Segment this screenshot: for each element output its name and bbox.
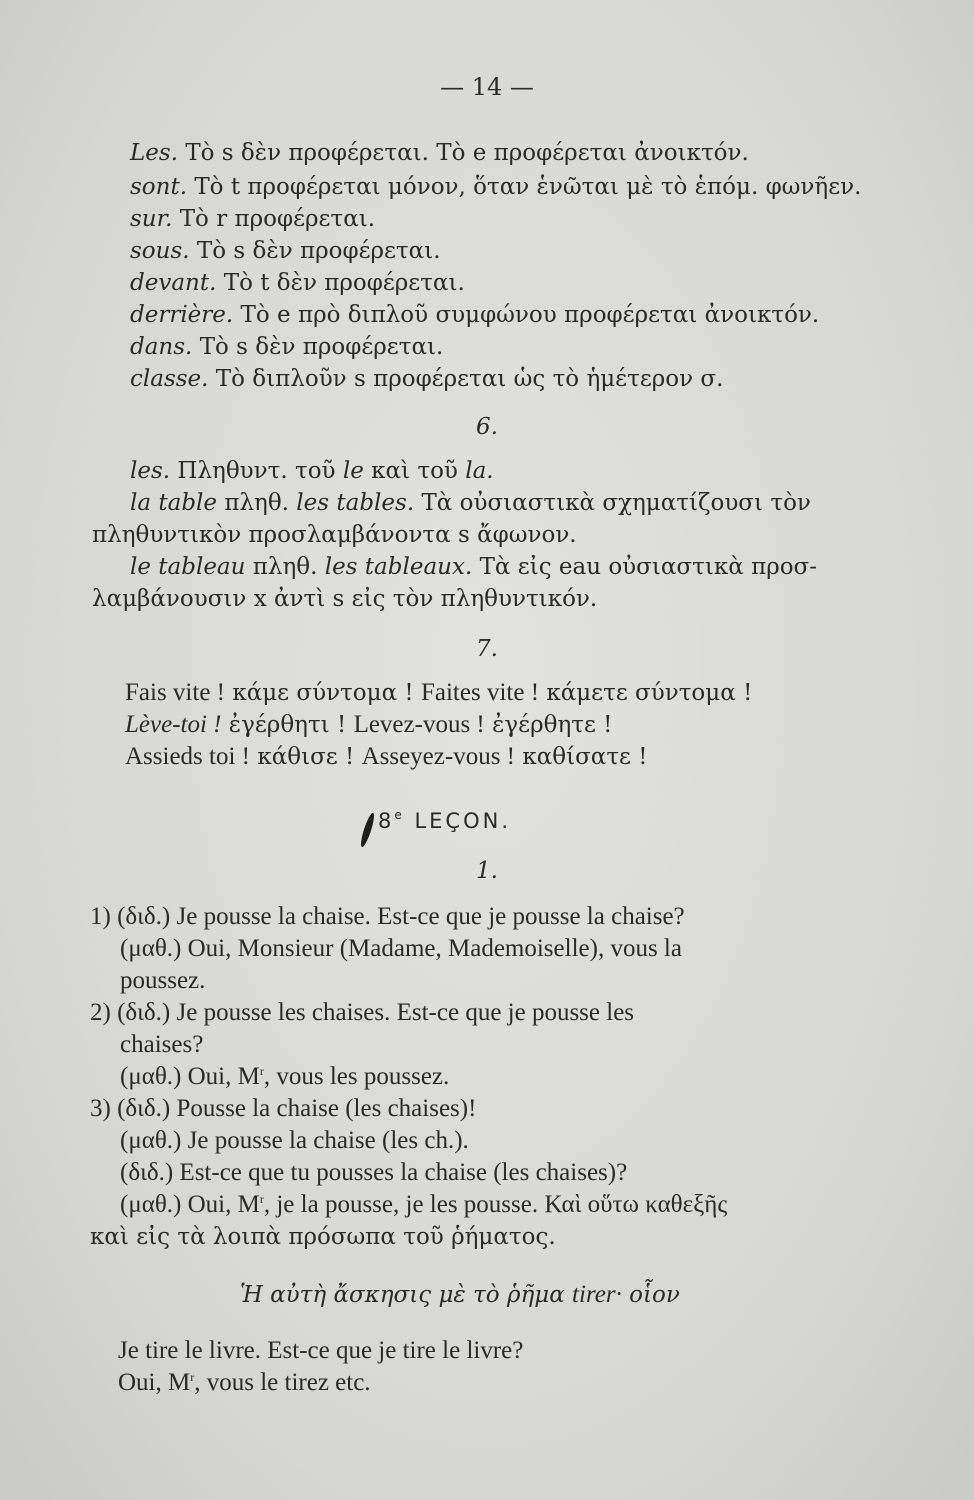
greek-phrase: κάμε σύντομα ! xyxy=(232,680,414,706)
french-word: les tableaux. xyxy=(324,554,473,580)
note-line xyxy=(130,300,819,330)
exercise-line: 3) (διδ.) Pousse la chaise (les chaises)! xyxy=(90,1095,477,1122)
greek-phrase: κάμετε σύντομα ! xyxy=(546,680,753,706)
plural-line xyxy=(130,456,494,486)
example-text: , vous le tirez etc. xyxy=(194,1369,371,1396)
exercise-line xyxy=(120,1190,727,1220)
note-text: Τὸ s δὲν προφέρεται. Τὸ e προφέρεται ἀνοικτόν. xyxy=(185,140,749,166)
exercise-line: poussez. xyxy=(120,967,206,994)
lesson-word: LEÇON. xyxy=(414,809,511,833)
note-line xyxy=(130,172,861,202)
note-word: derrière. xyxy=(130,302,234,328)
section-number: 7. xyxy=(476,636,498,662)
note-text: Τὸ s δὲν προφέρεται. xyxy=(199,334,444,360)
note-word: sont. xyxy=(130,174,188,200)
exercise-number: 1. xyxy=(476,858,498,884)
greek-text: πληθ. xyxy=(224,490,289,516)
greek-text: Τὰ εἰς eau οὐσιαστικὰ προσ- xyxy=(479,554,818,580)
abbr-suffix: r xyxy=(259,1192,264,1206)
note-line xyxy=(130,236,441,266)
note-word: dans. xyxy=(130,334,193,360)
french-phrase: Lève-toi ! xyxy=(125,711,222,738)
note-word: classe. xyxy=(130,366,209,392)
exercise-text: , je la pousse, je les pousse. Καὶ οὕτω καθεξῆς xyxy=(263,1191,728,1218)
note-word: Les. xyxy=(130,140,178,166)
exercise-text: (μαθ.) Oui, M xyxy=(120,1063,260,1090)
exercise-line: 1) (διδ.) Je pousse la chaise. Est-ce que je pousse la chaise? xyxy=(90,903,685,930)
note-word: devant. xyxy=(130,270,217,296)
plural-line xyxy=(130,552,817,582)
example-line xyxy=(118,1368,371,1398)
exercise-line: 2) (διδ.) Je pousse les chaises. Est-ce que je pousse les xyxy=(90,999,635,1026)
note-text: Τὸ s δὲν προφέρεται. xyxy=(196,238,441,264)
french-word: la. xyxy=(465,458,494,484)
greek-phrase: ἐγέρθητε ! xyxy=(492,712,613,738)
phrase-line xyxy=(125,742,648,772)
note-line xyxy=(130,332,443,362)
french-word: les tables. xyxy=(296,490,415,516)
plural-line xyxy=(130,488,811,518)
french-word: le xyxy=(342,458,364,484)
note-text: Τὸ t προφέρεται μόνον, ὅταν ἑνῶται μὲ τὸ ἑπόμ. φωνῆεν. xyxy=(194,174,862,200)
note-word: sous. xyxy=(130,238,190,264)
exercise-line: (μαθ.) Oui, Monsieur (Madame, Mademoiselle), vous la xyxy=(120,935,682,962)
french-phrase: Assieds toi ! xyxy=(125,743,250,770)
note-line xyxy=(130,364,723,394)
exercise-line xyxy=(120,1062,449,1092)
note-text: Τὸ r προφέρεται. xyxy=(179,206,376,232)
french-word: le tableau xyxy=(130,554,246,580)
exercise-heading xyxy=(240,1280,680,1310)
abbr-suffix: r xyxy=(190,1370,195,1384)
lesson-number: 8 xyxy=(378,809,395,833)
phrase-line xyxy=(125,678,752,708)
greek-text: Πληθυντ. τοῦ xyxy=(177,458,336,484)
french-phrase: Faites vite ! xyxy=(420,679,540,706)
lesson-number-suffix: e xyxy=(394,808,405,822)
greek-phrase: καθίσατε ! xyxy=(522,744,648,770)
exercise-line: καὶ εἰς τὰ λοιπὰ πρόσωπα τοῦ ῥήματος. xyxy=(90,1224,556,1250)
greek-phrase: κάθισε ! xyxy=(257,744,355,770)
french-phrase: Fais vite ! xyxy=(125,679,225,706)
example-text: Oui, M xyxy=(118,1369,191,1396)
note-text: Τὸ διπλοῦν s προφέρεται ὡς τὸ ἡμέτερον σ. xyxy=(215,366,724,392)
french-phrase: Levez-vous ! xyxy=(353,711,485,738)
exercise-line: chaises? xyxy=(120,1031,204,1058)
plural-line: πληθυντικὸν προσλαμβάνοντα s ἄφωνον. xyxy=(92,522,577,548)
note-line xyxy=(130,204,375,234)
ink-blot xyxy=(359,812,377,848)
greek-text: Τὰ οὐσιαστικὰ σχηματίζουσι τὸν xyxy=(421,490,811,516)
french-word: les. xyxy=(130,458,171,484)
note-text: Τὸ e πρὸ διπλοῦ συμφώνου προφέρεται ἀνοικτόν. xyxy=(240,302,820,328)
note-word: sur. xyxy=(130,206,173,232)
plural-line: λαμβάνουσιν x ἀντὶ s εἰς τὸν πληθυντικόν. xyxy=(92,586,598,612)
heading-verb: tirer· xyxy=(572,1281,622,1308)
example-line: Je tire le livre. Est-ce que je tire le livre? xyxy=(118,1337,524,1364)
french-word: la table xyxy=(130,490,218,516)
heading-greek: Ἡ αὐτὴ ἄσκησις μὲ τὸ ῥῆμα xyxy=(240,1282,565,1308)
abbr-suffix: r xyxy=(259,1064,264,1078)
greek-phrase: ἐγέρθητι ! xyxy=(228,712,347,738)
greek-text: πληθ. xyxy=(252,554,318,580)
greek-text: καὶ τοῦ xyxy=(371,458,458,484)
heading-greek: οἷον xyxy=(629,1282,680,1308)
lesson-heading xyxy=(378,806,511,836)
exercise-text: , vous les poussez. xyxy=(263,1063,450,1090)
note-line xyxy=(130,268,465,298)
exercise-line: (διδ.) Est-ce que tu pousses la chaise (les chaises)? xyxy=(120,1159,628,1186)
page-number: — 14 — xyxy=(440,73,534,101)
note-text: Τὸ t δὲν προφέρεται. xyxy=(223,270,465,296)
exercise-text: (μαθ.) Oui, M xyxy=(120,1191,260,1218)
french-phrase: Asseyez-vous ! xyxy=(361,743,516,770)
phrase-line xyxy=(125,710,612,740)
note-line xyxy=(130,138,749,168)
exercise-line: (μαθ.) Je pousse la chaise (les ch.). xyxy=(120,1127,469,1154)
section-number: 6. xyxy=(476,414,498,440)
